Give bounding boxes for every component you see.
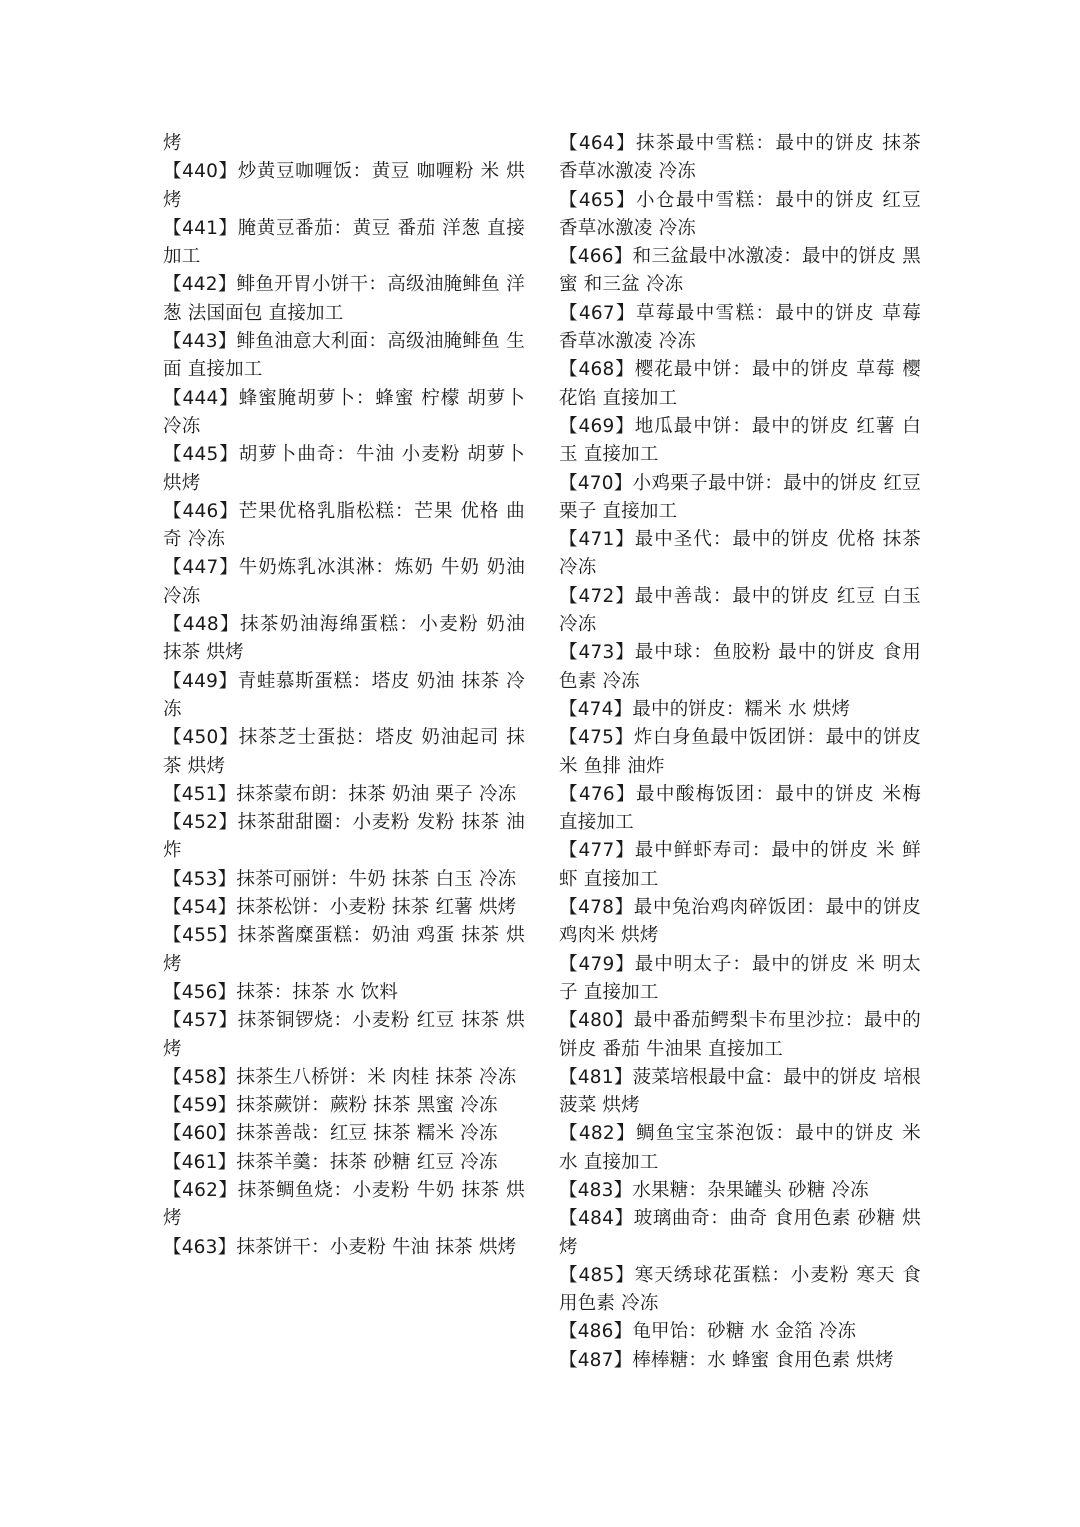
- recipe-entry: [559, 1205, 921, 1262]
- recipe-entry: [163, 1092, 525, 1120]
- recipe-number: 【464】: [559, 133, 636, 154]
- recipe-text: 抹茶饼干：小麦粉 牛油 抹茶 烘烤: [236, 1236, 517, 1258]
- recipe-number: 【473】: [559, 642, 635, 664]
- recipe-text: 鲷鱼宝宝茶泡饭：最中的饼皮 米 水 直接加工: [559, 1123, 921, 1173]
- recipe-text: 鲱鱼开胃小饼干：高级油腌鲱鱼 洋葱 法国面包 直接加工: [163, 274, 525, 324]
- recipe-number: 【479】: [559, 953, 635, 975]
- recipe-entry: [163, 781, 525, 809]
- recipe-number: 【467】: [559, 302, 636, 324]
- recipe-number: 【476】: [559, 783, 636, 805]
- recipe-number: 【465】: [559, 189, 636, 211]
- recipe-text: 菠菜培根最中盒：最中的饼皮 培根 菠菜 烘烤: [559, 1066, 921, 1117]
- recipe-number: 【450】: [163, 727, 239, 749]
- recipe-entry: [559, 696, 921, 724]
- recipe-text: 寒天绣球花蛋糕：小麦粉 寒天 食用色素 冷冻: [559, 1264, 921, 1315]
- recipe-entry: [559, 413, 921, 470]
- recipe-text: 炒黄豆咖喱饭：黄豆 咖喱粉 米 烘烤: [163, 161, 526, 211]
- recipe-number: 【485】: [559, 1264, 635, 1286]
- recipe-entry: [163, 1064, 525, 1092]
- recipe-text: 青蛙慕斯蛋糕：塔皮 奶油 抹茶 冷冻: [163, 670, 526, 720]
- recipe-entry: [559, 639, 921, 696]
- recipe-number: 【460】: [163, 1123, 237, 1145]
- recipe-text: 腌黄豆番茄：黄豆 番茄 洋葱 直接加工: [163, 217, 526, 268]
- recipe-entry: [163, 866, 525, 894]
- recipe-entry: [559, 1347, 921, 1375]
- recipe-text: 玻璃曲奇：曲奇 食用色素 砂糖 烘烤: [559, 1208, 922, 1258]
- recipe-entry: [163, 724, 525, 781]
- recipe-entry: [559, 470, 921, 527]
- recipe-number: 【446】: [163, 500, 239, 522]
- recipe-number: 【440】: [163, 161, 238, 183]
- recipe-number: 【481】: [559, 1066, 633, 1088]
- recipe-text: 最中球：鱼胶粉 最中的饼皮 食用色素 冷冻: [559, 642, 921, 692]
- recipe-number: 【457】: [163, 1010, 238, 1032]
- recipe-entry: [559, 356, 921, 413]
- recipe-text: 小鸡栗子最中饼：最中的饼皮 红豆 栗子 直接加工: [559, 472, 921, 522]
- recipe-text: 龟甲饴：砂糖 水 金箔 冷冻: [632, 1321, 857, 1343]
- recipe-text: 抹茶松饼：小麦粉 抹茶 红薯 烘烤: [236, 897, 517, 919]
- recipe-entry: [559, 1318, 921, 1346]
- recipe-number: 【449】: [163, 670, 238, 692]
- recipe-text: 抹茶甜甜圈：小麦粉 发粉 抹茶 油炸: [163, 812, 526, 862]
- recipe-number: 【475】: [559, 727, 634, 749]
- recipe-list-left: [163, 158, 525, 1262]
- recipe-entry: [163, 441, 525, 498]
- recipe-number: 【462】: [163, 1179, 238, 1201]
- recipe-number: 【466】: [559, 246, 633, 268]
- recipe-text: 最中番茄鳄梨卡布里沙拉：最中的饼皮 番茄 牛油果 直接加工: [559, 1010, 921, 1060]
- recipe-entry: [163, 809, 525, 866]
- recipe-number: 【487】: [559, 1349, 633, 1371]
- recipe-number: 【459】: [163, 1095, 237, 1117]
- left-column: [163, 130, 525, 1262]
- recipe-entry: [163, 1120, 525, 1148]
- recipe-number: 【453】: [163, 868, 237, 890]
- recipe-text: 抹茶：抹茶 水 饮料: [236, 981, 399, 1003]
- recipe-text: 最中明太子：最中的饼皮 米 明太子 直接加工: [559, 953, 921, 1003]
- recipe-entry: [559, 1177, 921, 1205]
- recipe-entry: [163, 328, 525, 385]
- recipe-number: 【474】: [559, 698, 633, 720]
- recipe-entry: [163, 1177, 525, 1234]
- recipe-text: 小仓最中雪糕：最中的饼皮 红豆 香草冰激凌 冷冻: [559, 189, 921, 239]
- recipe-number: 【455】: [163, 925, 238, 947]
- recipe-entry: [559, 300, 921, 357]
- recipe-entry: [163, 215, 525, 272]
- recipe-text: 草莓最中雪糕：最中的饼皮 草莓 香草冰激凌 冷冻: [559, 302, 921, 353]
- recipe-text: 和三盆最中冰激凌：最中的饼皮 黑蜜 和三盆 冷冻: [559, 246, 921, 296]
- recipe-entry: [163, 385, 525, 442]
- recipe-entry: [163, 979, 525, 1007]
- recipe-text: 最中兔治鸡肉碎饭团：最中的饼皮 鸡肉米 烘烤: [559, 897, 921, 947]
- recipe-entry: [163, 1149, 525, 1177]
- recipe-number: 【461】: [163, 1151, 237, 1173]
- recipe-entry: [559, 187, 921, 244]
- recipe-entry: [559, 894, 921, 951]
- recipe-text: 最中的饼皮：糯米 水 烘烤: [632, 698, 851, 720]
- recipe-entry: [163, 922, 525, 979]
- continuation-line: 烤: [163, 133, 182, 154]
- recipe-entry: [559, 1064, 921, 1121]
- recipe-text: 抹茶酱糜蛋糕：奶油 鸡蛋 抹茶 烘烤: [163, 925, 526, 975]
- recipe-entry: [163, 668, 525, 725]
- recipe-number: 【447】: [163, 557, 239, 579]
- recipe-entry: [163, 158, 525, 215]
- recipe-number: 【445】: [163, 444, 239, 466]
- recipe-text: 最中鲜虾寿司：最中的饼皮 米 鲜虾 直接加工: [559, 840, 921, 890]
- recipe-text: 抹茶蒙布朗：抹茶 奶油 栗子 冷冻: [236, 783, 517, 805]
- recipe-number: 【451】: [163, 783, 237, 805]
- recipe-entry: [163, 1234, 525, 1262]
- recipe-entry: [559, 1262, 921, 1319]
- recipe-entry: [559, 526, 921, 583]
- recipe-entry: [559, 583, 921, 640]
- recipe-number: 【482】: [559, 1123, 636, 1145]
- recipe-text: 水果糖：杂果罐头 砂糖 冷冻: [632, 1179, 869, 1201]
- recipe-entry: [559, 243, 921, 300]
- recipe-entry: [559, 951, 921, 1008]
- recipe-number: 【468】: [559, 359, 635, 381]
- recipe-text: 芒果优格乳脂松糕：芒果 优格 曲奇 冷冻: [163, 500, 525, 551]
- recipe-number: 【448】: [163, 614, 240, 636]
- recipe-text: 抹茶铜锣烧：小麦粉 红豆 抹茶 烘烤: [163, 1010, 526, 1060]
- recipe-number: 【480】: [559, 1010, 634, 1032]
- recipe-text: 抹茶羊羹：抹茶 砂糖 红豆 冷冻: [236, 1151, 498, 1173]
- recipe-entry: [559, 837, 921, 894]
- recipe-text: 炸白身鱼最中饭团饼：最中的饼皮 米 鱼排 油炸: [559, 727, 921, 777]
- recipe-number: 【470】: [559, 472, 633, 494]
- recipe-text: 地瓜最中饼：最中的饼皮 红薯 白玉 直接加工: [559, 415, 921, 466]
- recipe-entry: [163, 1007, 525, 1064]
- recipe-number: 【471】: [559, 529, 635, 551]
- recipe-number: 【463】: [163, 1236, 237, 1258]
- recipe-number: 【456】: [163, 981, 237, 1003]
- recipe-number: 【483】: [559, 1179, 633, 1201]
- recipe-text: 蜂蜜腌胡萝卜：蜂蜜 柠檬 胡萝卜 冷冻: [163, 387, 525, 437]
- recipe-number: 【469】: [559, 415, 635, 437]
- recipe-number: 【454】: [163, 897, 237, 919]
- recipe-number: 【444】: [163, 387, 239, 409]
- recipe-text: 抹茶芝士蛋挞：塔皮 奶油起司 抹茶 烘烤: [163, 727, 525, 777]
- recipe-text: 抹茶鲷鱼烧：小麦粉 牛奶 抹茶 烘烤: [163, 1179, 526, 1230]
- recipe-number: 【477】: [559, 840, 635, 862]
- recipe-text: 牛奶炼乳冰淇淋：炼奶 牛奶 奶油 冷冻: [163, 557, 525, 607]
- recipe-entry: [163, 271, 525, 328]
- recipe-text: 最中酸梅饭团：最中的饼皮 米梅 直接加工: [559, 783, 921, 834]
- recipe-text: 棒棒糖：水 蜂蜜 食用色素 烘烤: [632, 1349, 894, 1371]
- recipe-text: 最中善哉：最中的饼皮 红豆 白玉 冷冻: [559, 585, 921, 636]
- recipe-entry: [559, 724, 921, 781]
- recipe-list-right: [559, 130, 921, 1375]
- recipe-number: 【452】: [163, 812, 238, 834]
- recipe-text: 抹茶生八桥饼：米 肉桂 抹茶 冷冻: [236, 1066, 517, 1088]
- right-column: [559, 130, 921, 1375]
- recipe-text: 抹茶可丽饼：牛奶 抹茶 白玉 冷冻: [236, 868, 517, 890]
- recipe-text: 抹茶善哉：红豆 抹茶 糯米 冷冻: [236, 1123, 498, 1145]
- recipe-entry: [559, 1007, 921, 1064]
- recipe-number: 【441】: [163, 217, 238, 239]
- recipe-entry: [559, 130, 921, 187]
- recipe-text: 抹茶奶油海绵蛋糕：小麦粉 奶油 抹茶 烘烤: [163, 614, 525, 664]
- recipe-number: 【442】: [163, 274, 237, 296]
- recipe-number: 【478】: [559, 897, 634, 919]
- recipe-number: 【486】: [559, 1321, 633, 1343]
- recipe-entry: [163, 611, 525, 668]
- recipe-number: 【443】: [163, 331, 237, 353]
- recipe-entry: [559, 781, 921, 838]
- recipe-text: 樱花最中饼：最中的饼皮 草莓 樱花馅 直接加工: [559, 359, 921, 409]
- recipe-entry: [163, 554, 525, 611]
- recipe-text: 鲱鱼油意大利面：高级油腌鲱鱼 生面 直接加工: [163, 331, 525, 381]
- recipe-text: 抹茶蕨饼：蕨粉 抹茶 黑蜜 冷冻: [236, 1095, 498, 1117]
- recipe-text: 抹茶最中雪糕：最中的饼皮 抹茶 香草冰激凌 冷冻: [559, 133, 921, 183]
- recipe-entry: [163, 498, 525, 555]
- recipe-number: 【472】: [559, 585, 635, 607]
- recipe-number: 【458】: [163, 1066, 237, 1088]
- recipe-text: 胡萝卜曲奇：牛油 小麦粉 胡萝卜 烘烤: [163, 444, 525, 494]
- recipe-text: 最中圣代：最中的饼皮 优格 抹茶 冷冻: [559, 529, 921, 579]
- recipe-entry: [163, 894, 525, 922]
- recipe-number: 【484】: [559, 1208, 634, 1230]
- recipe-entry: [559, 1120, 921, 1177]
